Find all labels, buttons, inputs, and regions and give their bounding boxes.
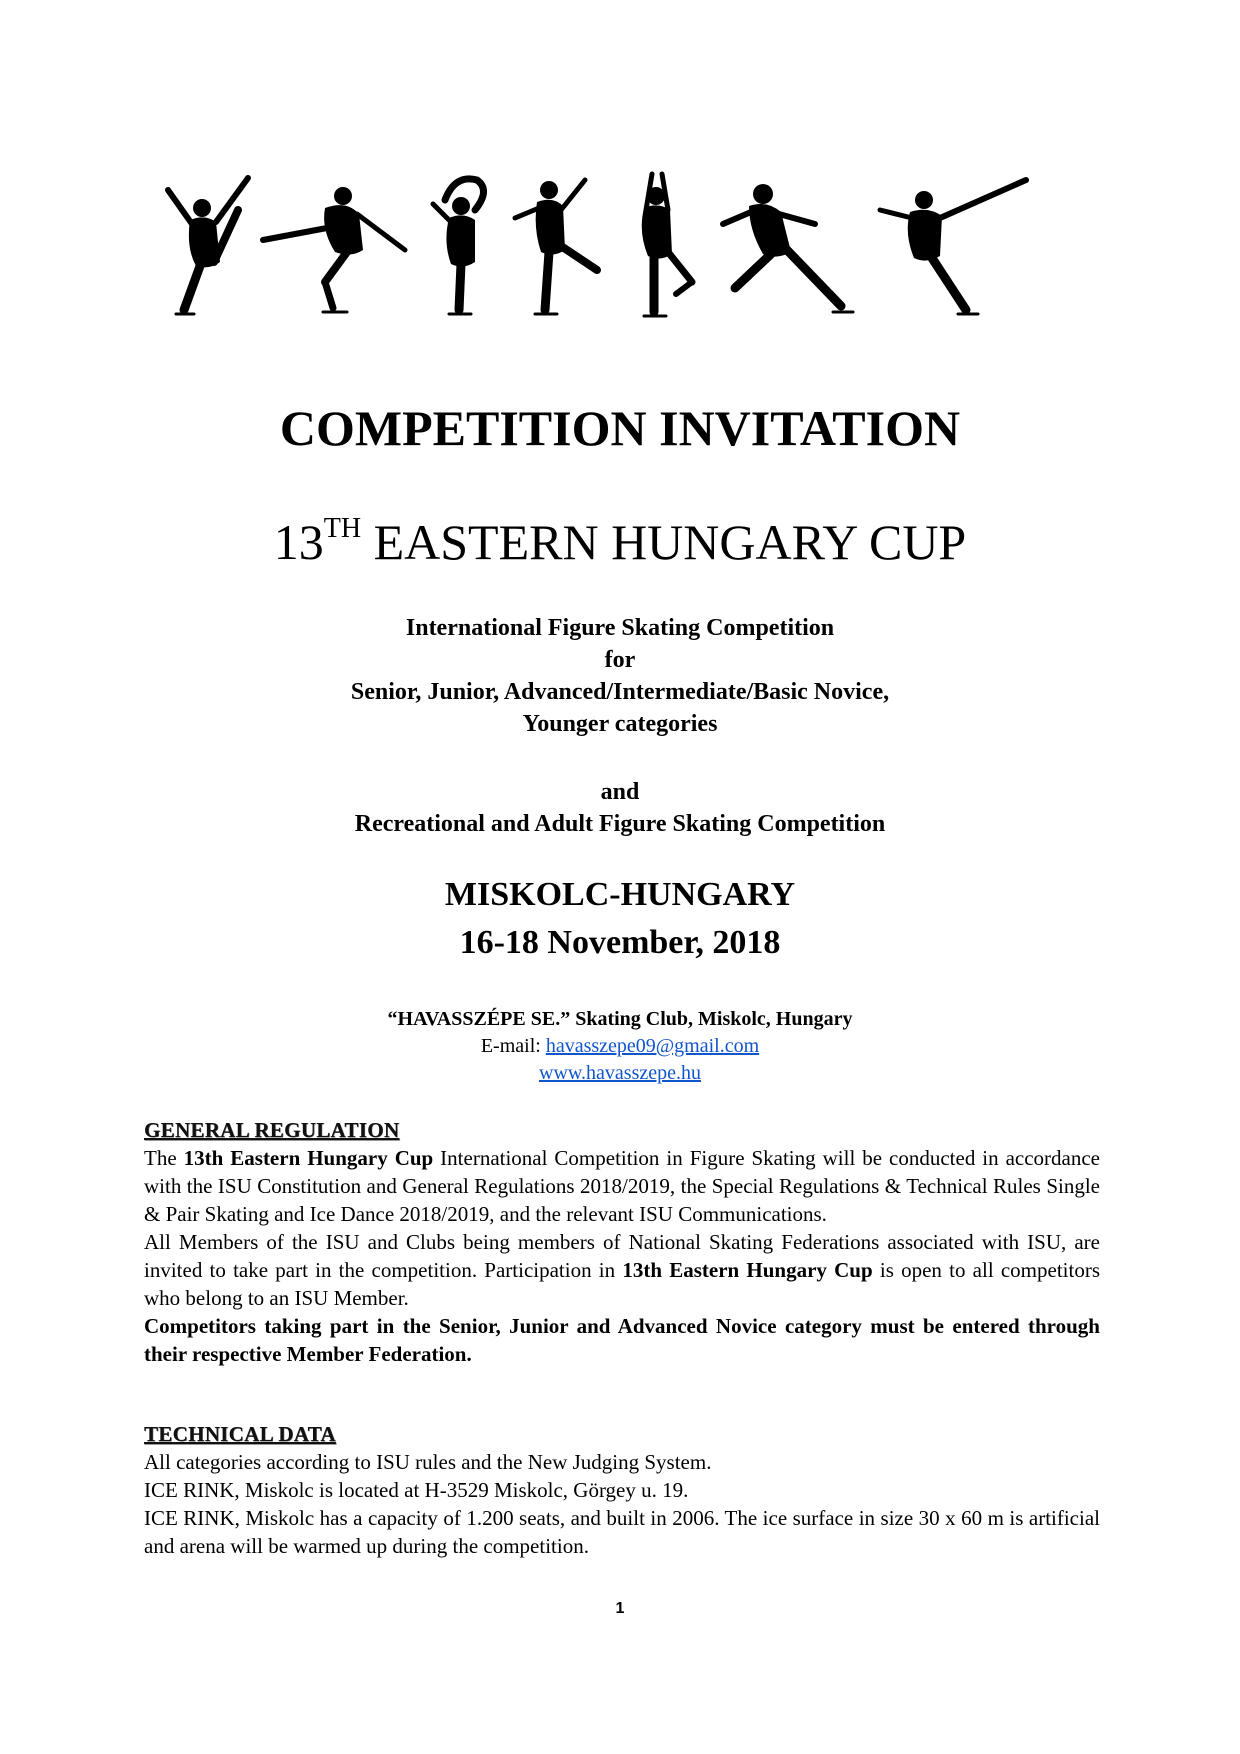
email-link[interactable]: havasszepe09@gmail.com <box>545 1035 760 1057</box>
subtitle-line: Younger categories <box>522 711 718 737</box>
text-run-bold: Competitors taking part in the Senior, Junior and Advanced Novice category must be entered through their respective Member Federation. <box>144 1314 1100 1366</box>
email-label: E-mail: <box>480 1035 546 1057</box>
page-number: 1 <box>615 1600 625 1617</box>
general-regulation-section <box>144 1116 1100 1368</box>
paragraph <box>144 1228 1100 1312</box>
location-block <box>0 871 1240 967</box>
paragraph <box>144 1144 1100 1228</box>
cup-title <box>0 512 1240 572</box>
skater-biellmann-icon <box>415 170 505 320</box>
paragraph <box>144 1312 1100 1368</box>
competition-subtitle-extra <box>0 776 1240 840</box>
competition-subtitle <box>0 612 1240 740</box>
skater-jump-icon <box>715 170 860 320</box>
paragraph: ICE RINK, Miskolc has a capacity of 1.200 seats, and built in 2006. The ice surface in size 30 x 60 m is artificial and arena will be warmed up during the competition. <box>144 1506 1100 1558</box>
subtitle-line: and <box>600 779 640 805</box>
subtitle-line: for <box>604 647 636 673</box>
cup-number: 13 <box>273 514 324 570</box>
club-name: “HAVASSZÉPE SE.” Skating Club, Miskolc, Hungary <box>387 1008 853 1030</box>
event-dates: 16-18 November, 2018 <box>459 924 781 961</box>
paragraph: All categories according to ISU rules and the New Judging System. <box>144 1450 712 1474</box>
page-title: COMPETITION INVITATION <box>279 400 961 456</box>
subtitle-line: International Figure Skating Competition <box>405 615 835 641</box>
text-run: International Competition in Figure Skating will be conducted in accordance with the ISU Constitution and General Regulations 2018/2019, the Special Regulations & Technical Rules Single & Pair Skating and Ice Dance 2018/2019, and the relevant ISU Communications. <box>144 1146 1100 1226</box>
text-run: The <box>144 1146 184 1170</box>
text-run: is open to all competitors who belong to an ISU Member. <box>144 1258 1101 1310</box>
paragraph: ICE RINK, Miskolc is located at H-3529 Miskolc, Görgey u. 19. <box>144 1478 689 1502</box>
website-line <box>0 1060 1240 1087</box>
subtitle-line: Senior, Junior, Advanced/Intermediate/Basic Novice, <box>350 679 890 705</box>
text-run-bold: 13th Eastern Hungary Cup <box>183 1146 434 1170</box>
text-run: All Members of the ISU and Clubs being members of National Skating Federations associated with ISU, are invited to take part in the competition. Participation in <box>144 1230 1100 1282</box>
email-line <box>0 1033 1240 1060</box>
skater-pirouette-icon <box>610 170 705 320</box>
website-link[interactable]: www.havasszepe.hu <box>539 1062 701 1084</box>
skater-arabesque-icon <box>870 170 1030 320</box>
technical-data-section <box>144 1420 1100 1560</box>
section-heading: TECHNICAL DATA <box>144 1422 336 1446</box>
cup-ordinal-suffix: TH <box>323 513 362 544</box>
skater-kick-icon <box>505 170 605 320</box>
subtitle-line: Recreational and Adult Figure Skating Competition <box>354 811 886 837</box>
text-run-bold: 13th Eastern Hungary Cup <box>622 1258 873 1282</box>
skater-spin-icon <box>160 170 260 320</box>
cup-name: EASTERN HUNGARY CUP <box>373 514 967 570</box>
location-city: MISKOLC-HUNGARY <box>444 876 796 913</box>
skater-spiral-icon <box>255 170 415 320</box>
skater-banner <box>160 170 1090 320</box>
club-contact <box>0 1006 1240 1087</box>
section-heading: GENERAL REGULATION <box>144 1118 400 1142</box>
